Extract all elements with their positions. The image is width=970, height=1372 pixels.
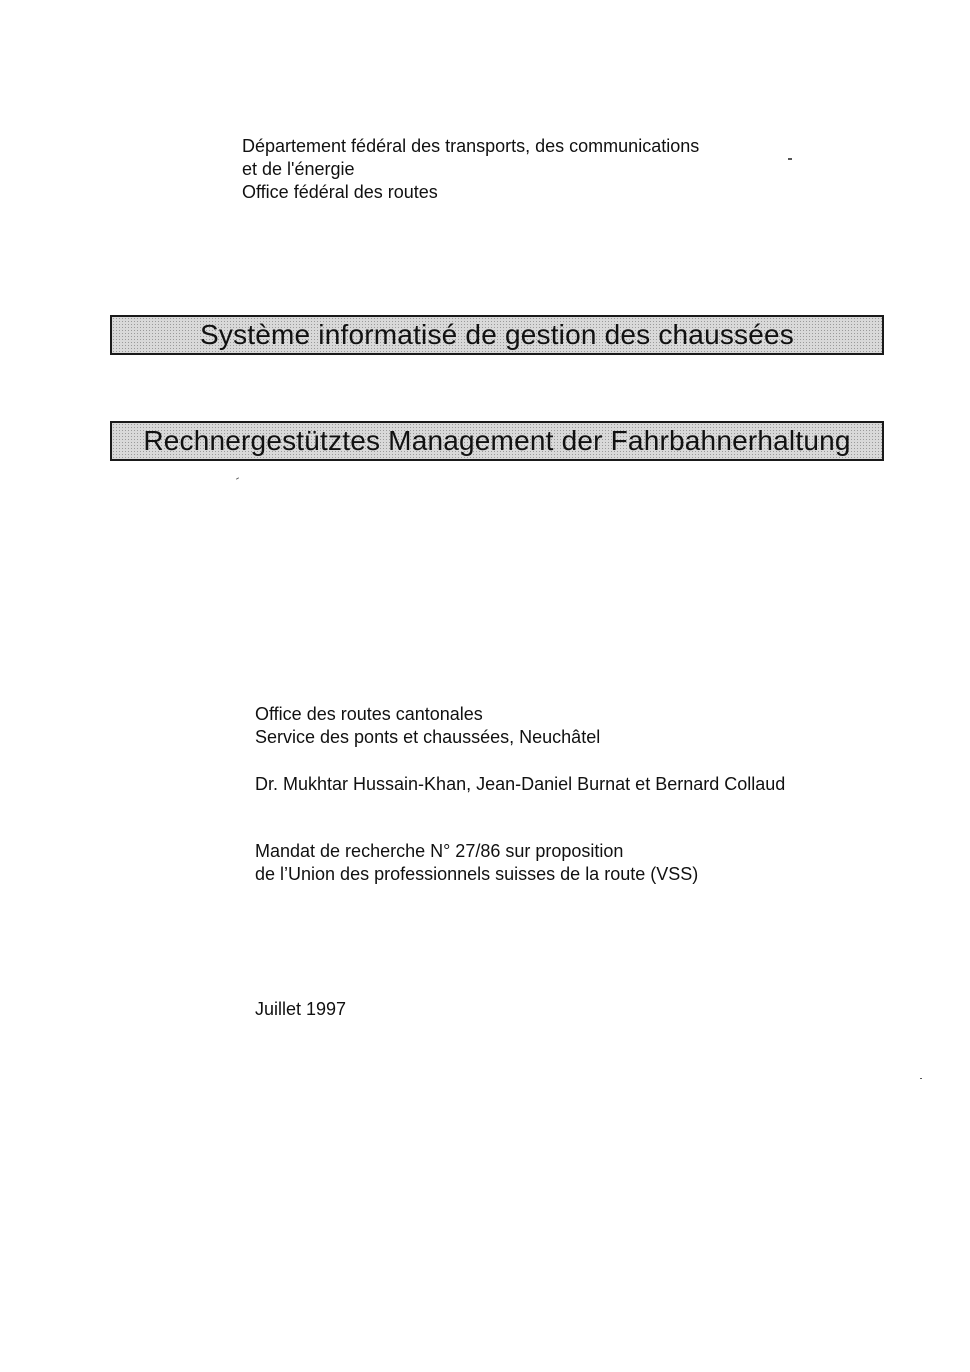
date-line xyxy=(255,998,346,1021)
german-title: Rechnergestütztes Management der Fahrbahnerhaltung xyxy=(143,425,851,456)
mandate-block xyxy=(255,840,698,886)
service-line: Service des ponts et chaussées, Neuchâtel xyxy=(255,727,601,747)
cantonal-office-line: Office des routes cantonales xyxy=(255,704,483,724)
mandate-line-continued: de l’Union des professionnels suisses de la route (VSS) xyxy=(255,864,699,884)
authors-line xyxy=(255,773,785,796)
office-block xyxy=(255,703,600,749)
date-text: Juillet 1997 xyxy=(255,999,347,1019)
mandate-line: Mandat de recherche N° 27/86 sur proposition xyxy=(255,841,624,861)
department-line-continued: et de l'énergie xyxy=(242,159,355,179)
department-line: Département fédéral des transports, des communications xyxy=(242,136,700,156)
scan-speck xyxy=(788,158,792,160)
french-title: Système informatisé de gestion des chaussées xyxy=(200,319,794,350)
scan-speck xyxy=(236,477,239,479)
header-block xyxy=(242,135,699,204)
federal-office-line: Office fédéral des routes xyxy=(242,182,438,202)
authors-text: Dr. Mukhtar Hussain-Khan, Jean-Daniel Burnat et Bernard Collaud xyxy=(255,774,786,794)
german-title-box xyxy=(110,421,884,461)
scan-speck xyxy=(920,1078,922,1079)
french-title-box xyxy=(110,315,884,355)
